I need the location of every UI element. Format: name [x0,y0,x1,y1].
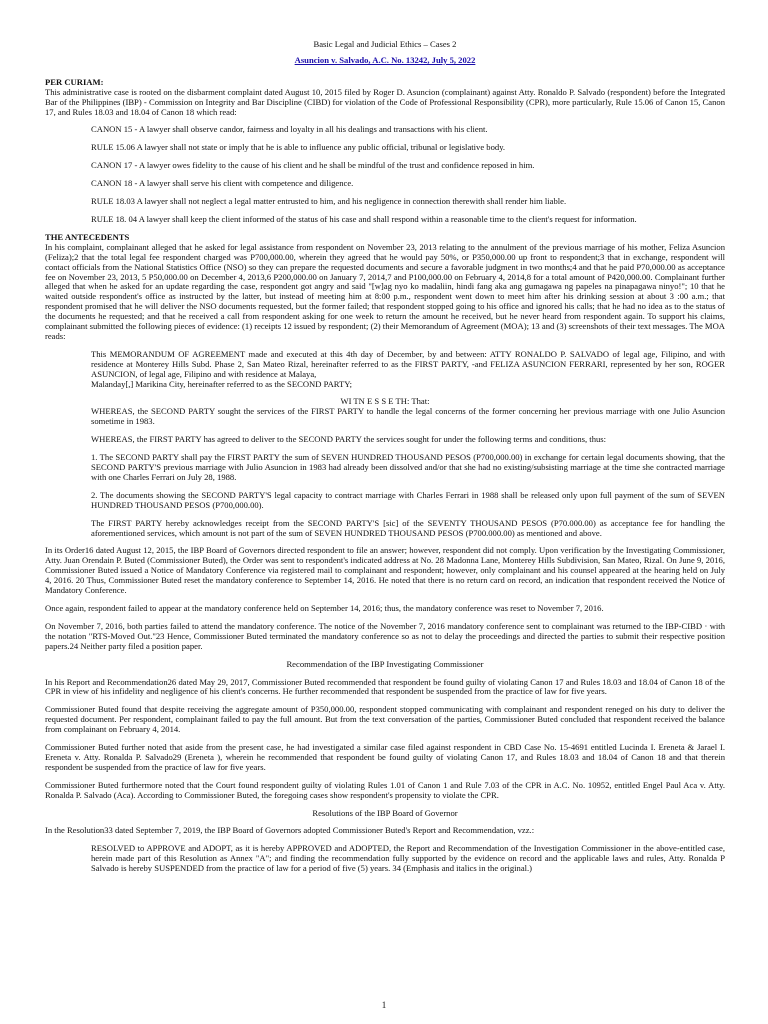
moa-intro: This MEMORANDUM OF AGREEMENT made and executed at this 4th day of December, by and between: ATTY RONALDO P. SALVADO of legal age, Filipino, and with residence at Monterey Hills Subd. Phase 2, San Mateo Rizal, hereinafter referred to as the FIRST PARTY, -and FELIZA ASUNCION FERRARI, represented by her son, ROGER ASUNCION, of legal age, Filipino and with residence at Malaya, [91,348,725,379]
page-number: 1 [381,1000,387,1010]
recommendation-heading: Recommendation of the IBP Investigating Commissioner [286,658,484,669]
term-1: 1. The SECOND PARTY shall pay the FIRST PARTY the sum of SEVEN HUNDRED THOUSAND PESOS (P700,000.00) in exchange for certain legal documents showing, that the SECOND PARTY'S previous marriage with Julio Asuncion in 1983 had already been dissolved and/or that she had no existing/subsisting marriage at the time she contracted marriage with one Charles Ferrari on July 28, 1988. [91,452,725,482]
term-3: The FIRST PARTY hereby acknowledges receipt from the SECOND PARTY'S [sic] of the SEVENTY THOUSAND PESOS (P70.000.00) as acceptance fee for handling the aforementioned services, which amount is not part of the sum of SEVEN HUNDRED THOUSAND PESOS (P700.000.00) as mentioned and above. [91,517,725,538]
found-paragraph: Commissioner Buted found that despite receiving the aggregate amount of P350,000.00, respondent stopped communicating with complainant and respondent reneged on his duty to deliver the requested document. Per respondent, complainant failed to pay the full amount. But from the text conversation of the parties, Commissioner Buted concluded that respondent received the balance from complainant on February 4, 2014. [45,704,725,735]
rule-18-04: RULE 18. 04 A lawyer shall keep the client informed of the status of his case and shall respond within a reasonable time to the client's request for information. [91,213,637,224]
resolved-paragraph: RESOLVED to APPROVE and ADOPT, as it is hereby APPROVED and ADOPTED, the Report and Recommendation of the Investigation Commissioner in the above-entitled case, herein made part of this Resolution as Annex "A"; and finding the recommendation fully supported by the evidence on record and the applicable laws and rules, Atty. Ronalda P Salvado is hereby SUSPENDED from the practice of law for a period of five (5) years. 34 (Emphasis and italics in the original.) [91,843,725,874]
november-paragraph: On November 7, 2016, both parties failed to attend the mandatory conference. The notice of the November 7, 2016 mandatory conference sent to complainant was returned to the IBP-CIBD · with the notation "RTS-Moved Out."23 Hence, Commissioner Buted terminated the mandatory conference so as not to delay the proceedings and directed the parties to submit their respective position papers.24 Neither party filed a position paper. [45,620,725,651]
case-title-link[interactable]: Asuncion v. Salvado, A.C. No. 13242, July 5, 2022 [294,54,476,65]
canon-18: CANON 18 - A lawyer shall serve his client with competence and diligence. [91,178,354,189]
order-paragraph: In its Order16 dated August 12, 2015, the IBP Board of Governors directed respondent to file an answer; however, respondent did not comply. Upon verification by the Investigating Commissioner, Atty. Juan Orendain P. Buted (Commissioner Buted), the Order was sent to respondent's indicated address at No. 28 Madonna Lane, Monterey Hills Subdivision, San Mateo, Rizal. On June 9, 2016, Commissioner Buted issued a Notice of Mandatory Conference via registered mail to complainant and respondent; however, only complainant and his counsel appeared at the hearing held on July 4, 2016. 20 Thus, Commissioner Buted reset the mandatory conference to September 14, 2016. He noted that there is no return card on record, an indication that respondent received the Notice of Mandatory Conference. [45,545,725,596]
whereas-1: WHEREAS, the SECOND PARTY sought the services of the FIRST PARTY to handle the legal concerns of the former concerning her previous marriage with one Julio Asuncion sometime in 1983. [91,406,725,427]
resolution-paragraph: In the Resolution33 dated September 7, 2019, the IBP Board of Governors adopted Commissioner Buted's Report and Recommendation, vzz.: [45,825,535,836]
moa-intro-2: Malanday[,] Marikina City, hereinafter referred to as the SECOND PARTY; [91,378,353,389]
antecedents-heading: THE ANTECEDENTS [45,231,130,242]
noted-paragraph: Commissioner Buted further noted that aside from the present case, he had investigated a similar case filed against respondent in CBD Case No. 15-4691 entitled Lucinda I. Ereneta & Jarael I. Ereneta v. Atty. Ronalda P. Salvado29 (Ereneta ), wherein he recommended that respondent be found guilty of violating Canon 17, and Rules 18.03 and 18.04 of Canon 18 and that therein respondent be suspended from the practice of law for five years. [45,742,725,772]
witnesseth: WI TN E S S E TH: That: [340,396,430,407]
term-2: 2. The documents showing the SECOND PARTY'S legal capacity to contract marriage with Charles Ferrari in 1988 shall be released only upon full payment of the sum of SEVEN HUNDRED THOUSAND PESOS (P700,000.00). [91,489,725,510]
report-paragraph: In his Report and Recommendation26 dated May 29, 2017, Commissioner Buted recommended that respondent be found guilty of violating Canon 17 and Rules 18.03 and 18.04 of Canon 18 of the CPR in view of his infidelity and negligence of his client's concerns. He further recommended that respondent be suspended from the practice of law for five years. [45,676,725,697]
furthermore-paragraph: Commissioner Buted furthermore noted that the Court found respondent guilty of violating Rules 1.01 of Canon 1 and Rule 7.03 of the CPR in A.C. No. 10952, entitled Engel Paul Aca v. Atty. Ronalda P. Salvado (Aca). According to Commissioner Buted, the foregoing cases show respondent's propensity to violate the CPR. [45,779,725,800]
intro-paragraph: This administrative case is rooted on the disbarment complaint dated August 10, 2015 filed by Roger D. Asuncion (complainant) against Atty. Ronaldo P. Salvado (respondent) before the Integrated Bar of the Philippines (IBP) - Commission on Integrity and Bar Discipline (CIBD) for violation of the Code of Professional Responsibility (CPR), more particularly, Rule 15.06 of Canon 15, Canon 17, and Rules 18.03 and 18.04 of Canon 18 which read: [45,86,725,117]
antecedents-paragraph: In his complaint, complainant alleged that he asked for legal assistance from respondent on November 23, 2013 relating to the annulment of the previous marriage of his mother, Feliza Asuncion (Feliza);2 that the total legal fee respondent charged was P700,000.00, wherein they agreed that he would pay 50%, or P350,000.00 up front to respondent;3 that in exchange, respondent will contact officials from the National Statistics Office (NSO) so they can prepare the requested documents and secure a favorable judgment in two months;4 and that he paid P70,000.00 as acceptance fee on November 23, 2013, 5 P50,000.00 on December 4, 2013,6 P200,000.00 on January 7, 2014,7 and P100,000.00 on February 4, 2014,8 for a total amount of P420,000.00. Complainant further alleged that when he asked for an update regarding the case, respondent got angry and said "[w]ag nyo ko madaliin, hindi fang aka ang gumagawa ng papeles na pinapagawa ninyo!"; 10 that he waited outside respondent's office as instructed by the latter, but instead of meeting him at 8:00 p.m., respondent went down to meet him after his drinking session at about 3 :00 a.m.; that respondent promised that he will deliver the NSO documents requested, but the former failed; that respondent stopped going to his office and ignored his calls; that he had no idea as to the status of the documents he requested; and that he received a call from respondent asking for one week to return the amount he received, but he never heard from respondent again. To support his claims, complainant submitted the following pieces of evidence: (1) receipts 12 issued by respondent; (2) their Memorandum of Agreement (MOA); 13 and (3) screenshots of their text messages. The MOA reads: [45,241,725,341]
whereas-2: WHEREAS, the FIRST PARTY has agreed to deliver to the SECOND PARTY the services sought for under the following terms and conditions, thus: [91,434,607,445]
once-again-paragraph: Once again, respondent failed to appear at the mandatory conference held on September 14, 2016; thus, the mandatory conference was reset to November 7, 2016. [45,602,604,613]
canon-15: CANON 15 - A lawyer shall observe candor, fairness and loyalty in all his dealings and transactions with his client. [91,124,488,135]
canon-17: CANON 17 - A lawyer owes fidelity to the cause of his client and he shall be mindful of the trust and confidence reposed in him. [91,160,535,171]
rule-15-06: RULE 15.06 A lawyer shall not state or imply that he is able to influence any public official, tribunal or legislative body. [91,142,506,153]
resolutions-heading: Resolutions of the IBP Board of Governor [312,807,458,818]
document-page [45,0,725,882]
per-curiam-label: PER CURIAM: [45,76,104,87]
document-header: Basic Legal and Judicial Ethics – Cases 2 [313,39,457,49]
rule-18-03: RULE 18.03 A lawyer shall not neglect a legal matter entrusted to him, and his negligence in connection therewith shall render him liable. [91,196,567,207]
